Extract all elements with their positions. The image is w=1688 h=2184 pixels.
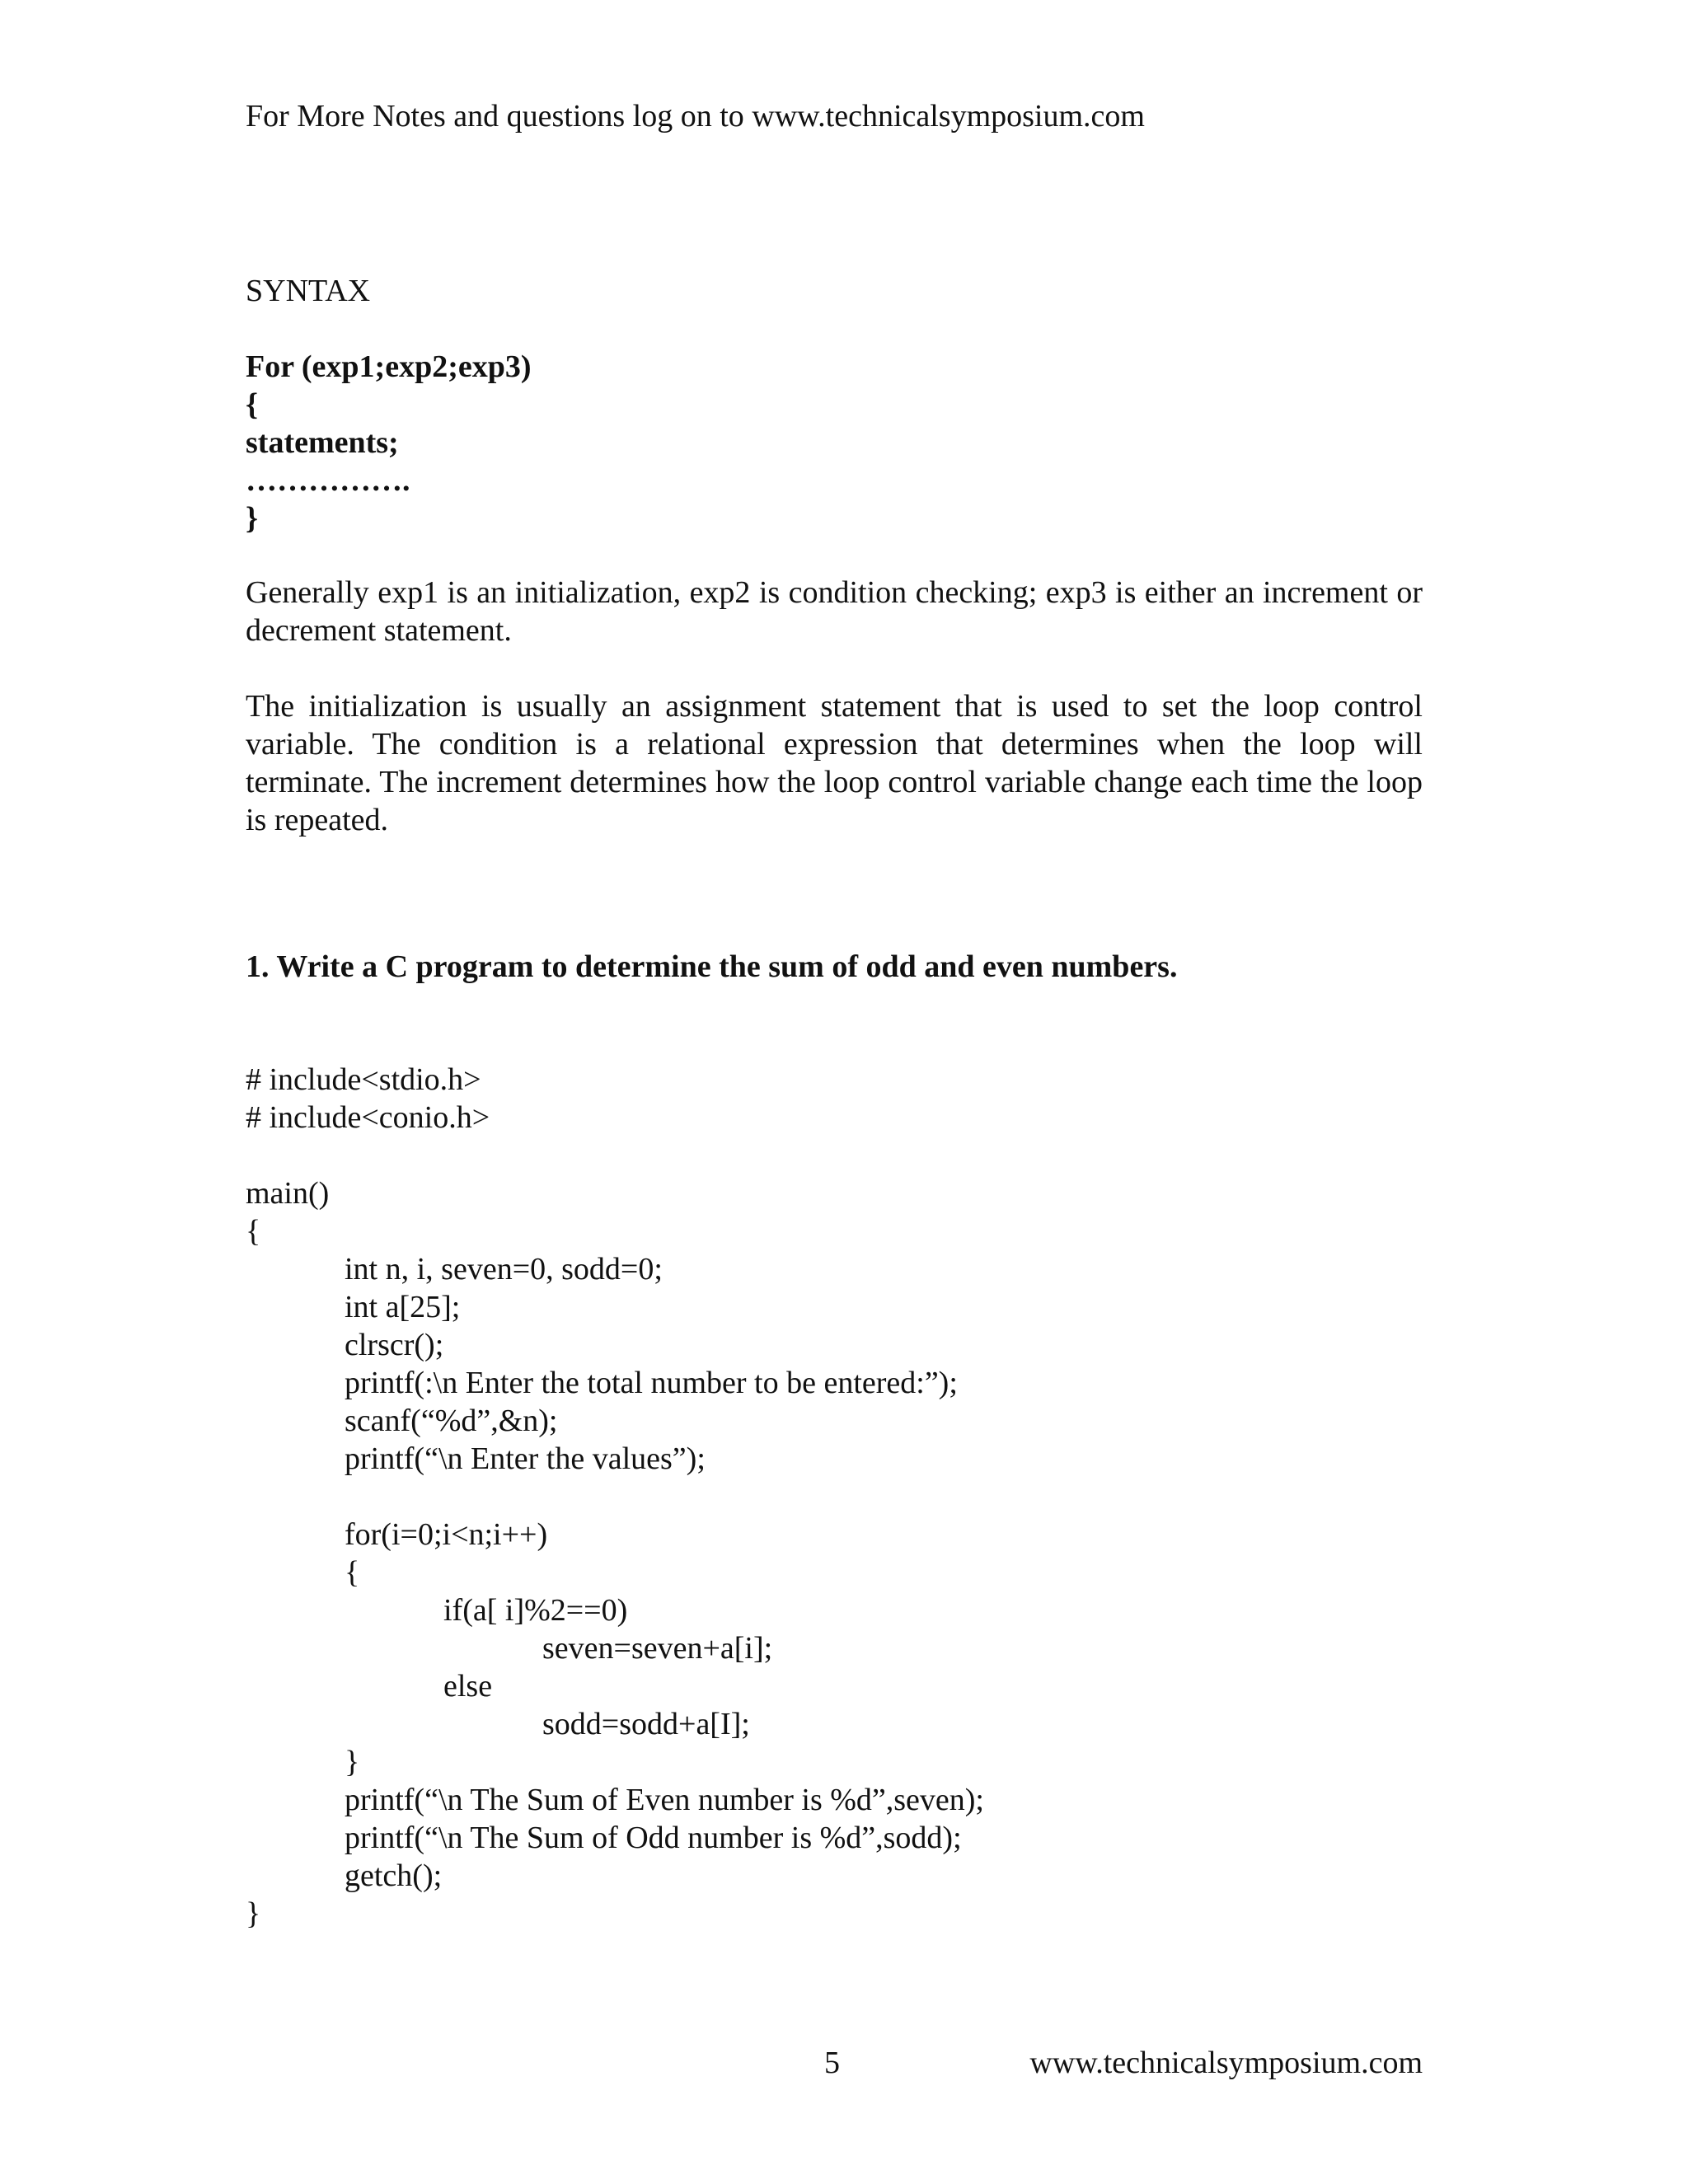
syntax-line: ……………. <box>246 463 410 498</box>
code-line: seven=seven+a[i]; <box>542 1631 773 1666</box>
page-header: For More Notes and questions log on to www.technicalsymposium.com <box>246 99 1145 134</box>
code-line: # include<conio.h> <box>246 1100 490 1135</box>
code-line: main() <box>246 1176 330 1211</box>
code-line: scanf(“%d”,&n); <box>345 1404 558 1438</box>
code-line: int n, i, seven=0, sodd=0; <box>345 1252 663 1286</box>
syntax-heading: SYNTAX <box>246 274 371 308</box>
code-line: printf(:\n Enter the total number to be entered:”); <box>345 1366 958 1400</box>
code-line: clrscr(); <box>345 1328 444 1362</box>
syntax-line: } <box>246 501 258 536</box>
code-line: { <box>345 1555 360 1590</box>
syntax-line: statements; <box>246 425 399 460</box>
syntax-line: For (exp1;exp2;exp3) <box>246 349 532 384</box>
code-line: # include<stdio.h> <box>246 1062 481 1097</box>
code-line: { <box>246 1214 261 1249</box>
code-line: printf(“\n Enter the values”); <box>345 1441 706 1476</box>
code-line: printf(“\n The Sum of Even number is %d”,seven); <box>345 1783 984 1817</box>
page-number: 5 <box>824 2046 840 2080</box>
code-line: int a[25]; <box>345 1290 461 1324</box>
paragraph: The initialization is usually an assignment statement that is used to set the loop control variable. The condition is a relational expression that determines when the loop will terminate. The increment determines how the loop control variable change each time the loop is repeated. <box>246 689 1423 837</box>
footer-url: www.technicalsymposium.com <box>1029 2046 1423 2080</box>
syntax-line: { <box>246 387 258 422</box>
code-line: sodd=sodd+a[I]; <box>542 1707 750 1741</box>
question-title: 1. Write a C program to determine the sum of odd and even numbers. <box>246 949 1178 984</box>
code-line: } <box>246 1896 261 1931</box>
code-line: printf(“\n The Sum of Odd number is %d”,sodd); <box>345 1821 962 1855</box>
code-line: getch(); <box>345 1858 443 1893</box>
code-line: else <box>443 1669 493 1704</box>
paragraph: Generally exp1 is an initialization, exp2 is condition checking; exp3 is either an increment or decrement statement. <box>246 575 1423 648</box>
code-line: } <box>345 1745 360 1779</box>
code-line: if(a[ i]%2==0) <box>443 1593 628 1628</box>
code-line: for(i=0;i<n;i++) <box>345 1517 548 1552</box>
